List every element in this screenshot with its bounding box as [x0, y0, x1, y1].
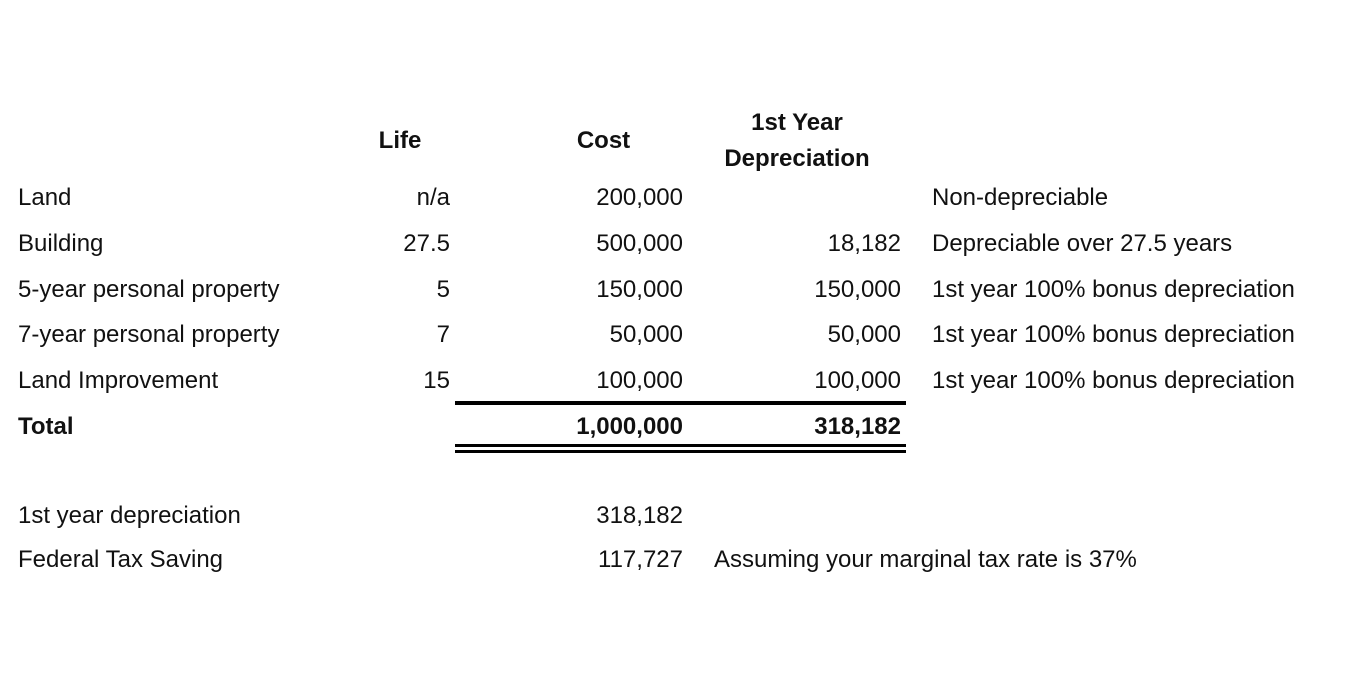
total-cost: 1,000,000	[576, 413, 683, 440]
header-depreciation-line2: Depreciation	[724, 145, 870, 172]
row-cost-5-year-property: 150,000	[596, 276, 683, 303]
summary-first-year-depreciation-label: 1st year depreciation	[18, 502, 241, 529]
row-life-land-improvement: 15	[423, 367, 450, 394]
summary-federal-tax-saving-note: Assuming your marginal tax rate is 37%	[714, 546, 1137, 573]
row-label-land-improvement: Land Improvement	[18, 367, 219, 394]
row-cost-land-improvement: 100,000	[596, 367, 683, 394]
header-life: Life	[378, 127, 422, 154]
row-label-7-year-property: 7-year personal property	[18, 321, 280, 348]
row-life-7-year-property: 7	[436, 321, 450, 348]
row-cost-land: 200,000	[596, 184, 683, 211]
row-note-building: Depreciable over 27.5 years	[932, 230, 1233, 257]
row-life-5-year-property: 5	[436, 276, 450, 303]
row-cost-7-year-property: 50,000	[609, 321, 683, 348]
row-label-5-year-property: 5-year personal property	[18, 276, 280, 303]
total-double-rule-upper	[455, 444, 906, 447]
row-depreciation-7-year-property: 50,000	[827, 321, 901, 348]
row-label-building: Building	[18, 230, 104, 257]
total-depreciation: 318,182	[814, 413, 901, 440]
total-label: Total	[18, 413, 74, 440]
summary-federal-tax-saving-value: 117,727	[598, 546, 683, 573]
row-note-5-year-property: 1st year 100% bonus depreciation	[932, 276, 1295, 303]
row-label-land: Land	[18, 184, 72, 211]
row-note-land-improvement: 1st year 100% bonus depreciation	[932, 367, 1295, 394]
row-life-land: n/a	[416, 184, 450, 211]
row-note-7-year-property: 1st year 100% bonus depreciation	[932, 321, 1295, 348]
row-note-land: Non-depreciable	[932, 184, 1109, 211]
row-depreciation-land-improvement: 100,000	[814, 367, 901, 394]
header-cost: Cost	[576, 127, 631, 154]
summary-first-year-depreciation-value: 318,182	[596, 502, 683, 529]
row-cost-building: 500,000	[596, 230, 683, 257]
total-double-rule-lower	[455, 450, 906, 453]
summary-federal-tax-saving-label: Federal Tax Saving	[18, 546, 224, 573]
total-top-rule	[455, 401, 906, 405]
header-depreciation-line1: 1st Year	[751, 109, 843, 136]
row-depreciation-5-year-property: 150,000	[814, 276, 901, 303]
row-life-building: 27.5	[403, 230, 450, 257]
row-depreciation-building: 18,182	[827, 230, 901, 257]
